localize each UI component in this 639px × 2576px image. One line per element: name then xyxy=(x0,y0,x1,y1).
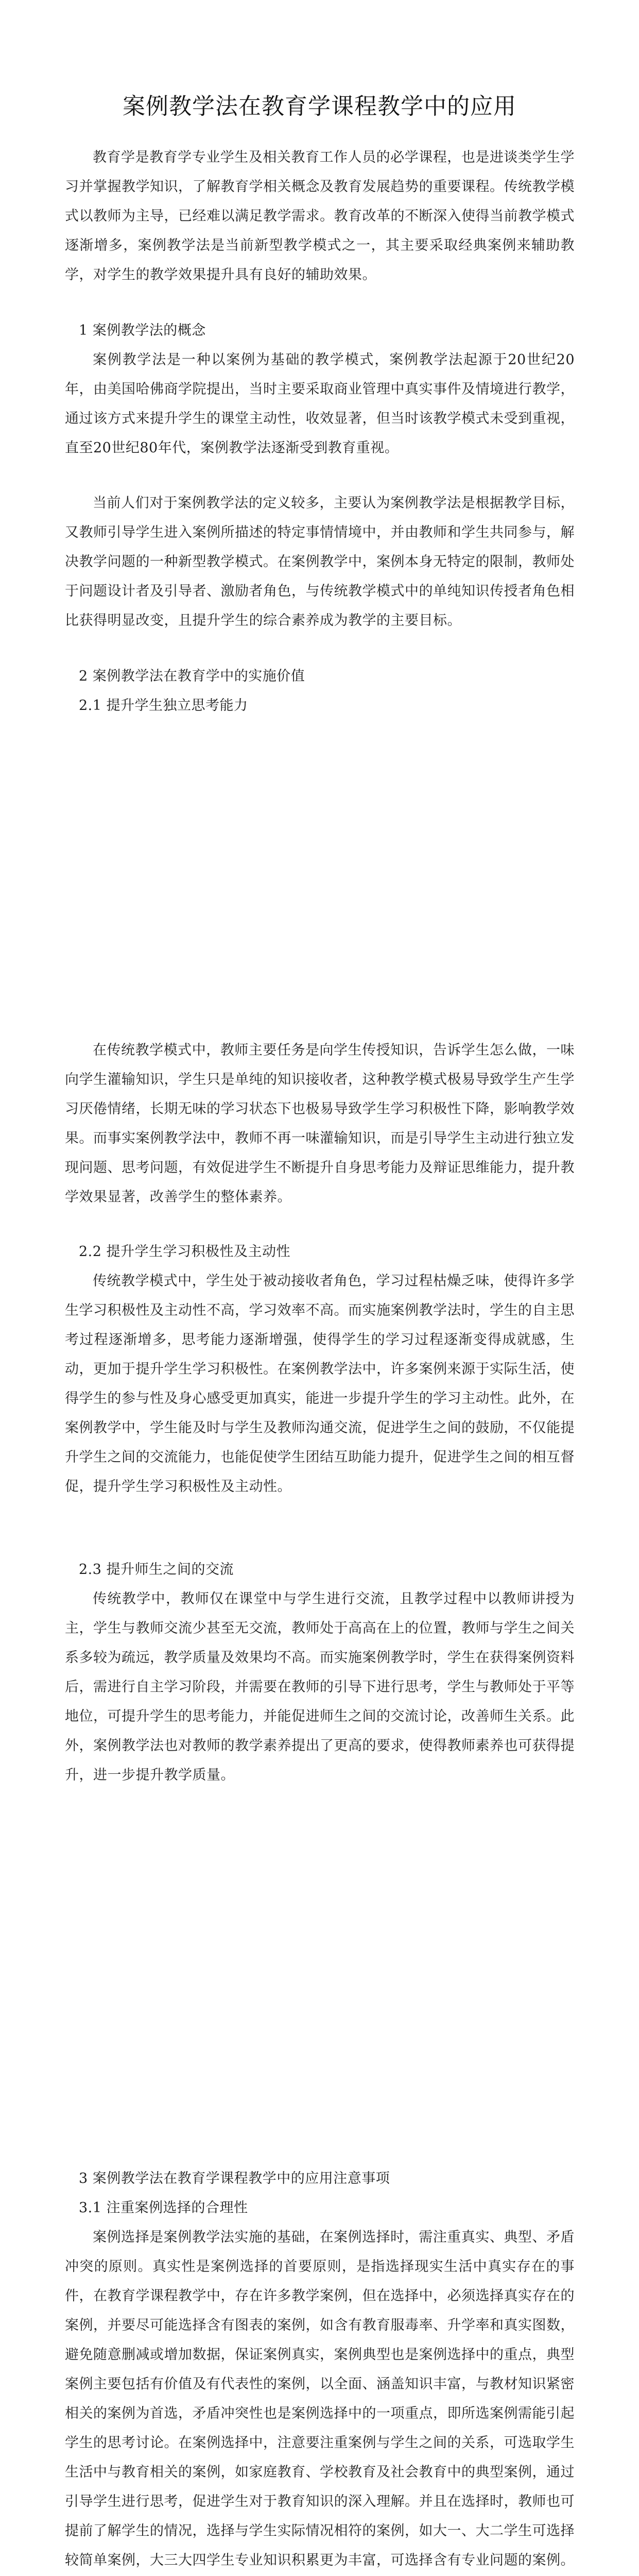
section-3-heading: 3 案例教学法在教育学课程教学中的应用注意事项 xyxy=(79,2171,390,2187)
section-1-paragraph-1: 案例教学法是一种以案例为基础的教学模式，案例教学法起源于20世纪20年，由美国哈佛商学院提出，当时主要采取商业管理中真实事件及情境进行教学，通过该方式来提升学生的课堂主动性，收效显著，但当时该教学模式未受到重视，直至20世纪80年代，案例教学法逐渐受到教育重视。 xyxy=(65,352,575,456)
section-2-1-heading: 2.1 提升学生独立思考能力 xyxy=(79,698,248,714)
section-1-paragraph-2: 当前人们对于案例教学法的定义较多，主要认为案例教学法是根据教学目标，又教师引导学生进入案例所描述的特定事情情境中，并由教师和学生共同参与，解决教学问题的一种新型教学模式。在案例教学中，案例本身无特定的限制，教师处于问题设计者及引导者、激励者角色，与传统教学模式中的单纯知识传授者角色相比获得明显改变，且提升学生的综合素养成为教学的主要目标。 xyxy=(65,495,575,629)
section-2-3-paragraph: 传统教学中，教师仅在课堂中与学生进行交流，且教学过程中以教师讲授为主，学生与教师交流少甚至无交流，教师处于高高在上的位置，教师与学生之间关系多较为疏远，教学质量及效果均不高。而实施案例教学时，学生在获得案例资料后，需进行自主学习阶段，并需要在教师的引导下进行思考，学生与教师处于平等地位，可提升学生的思考能力，并能促进师生之间的交流讨论，改善师生关系。此外，案例教学法也对教师的教学素养提出了更高的要求，使得教师素养也可获得提升，进一步提升教学质量。 xyxy=(65,1591,575,1783)
section-2-2-heading: 2.2 提升学生学习积极性及主动性 xyxy=(79,1244,291,1260)
section-2-1-paragraph: 在传统教学模式中，教师主要任务是向学生传授知识，告诉学生怎么做，一味向学生灌输知识，学生只是单纯的知识接收者，这种教学模式极易导致学生产生学习厌倦情绪，长期无味的学习状态下也极易导致学生学习积极性下降，影响教学效果。而事实案例教学法中，教师不再一味灌输知识，而是引导学生主动进行独立发现问题、思考问题，有效促进学生不断提升自身思考能力及辩证思维能力，提升教学效果显著，改善学生的整体素养。 xyxy=(65,1042,575,1205)
document-title: 案例教学法在教育学课程教学中的应用 xyxy=(123,93,516,120)
section-3-1-paragraph: 案例选择是案例教学法实施的基础，在案例选择时，需注重真实、典型、矛盾冲突的原则。真实性是案例选择的首要原则，是指选择现实生活中真实存在的事件，在教育学课程教学中，存在许多教学案例，但在选择中，必须选择真实存在的案例，并要尽可能选择含有图表的案例，如含有教育服毒率、升学率和真实图数，避免随意删减或增加数据，保证案例真实，案例典型也是案例选择中的重点，典型案例主要包括有价值及有代表性的案例，以全面、涵盖知识丰富，与教材知识紧密相关的案例为首选，矛盾冲突性也是案例选择中的一项重点，即所选案例需能引起学生的思考讨论。在案例选择中，注意要注重案例与学生之间的关系，可选取学生生活中与教育相关的案例，如家庭教育、学校教育及社会教育中的典型案例，通过引导学生进行思考，促进学生对于教育知识的深入理解。并且在选择时，教师也可提前了解学生的情况，选择与学生实际情况相符的案例，如大一、大二学生可选择较简单案例，大三大四学生专业知识积累更为丰富，可选择含有专业问题的案例。 xyxy=(65,2229,575,2568)
section-2-2-paragraph: 传统教学模式中，学生处于被动接收者角色，学习过程枯燥乏味，使得许多学生学习积极性及主动性不高，学习效率不高。而实施案例教学法时，学生的自主思考过程逐渐增多，思考能力逐渐增强，使得学生的学习过程逐渐变得成就感，生动，更加于提升学生学习积极性。在案例教学法中，许多案例来源于实际生活，使得学生的参与性及身心感受更加真实，能进一步提升学生的学习主动性。此外，在案例教学中，学生能及时与学生及教师沟通交流，促进学生之间的鼓励，不仅能提升学生之间的交流能力，也能促使学生团结互助能力提升，促进学生之间的相互督促，提升学生学习积极性及主动性。 xyxy=(65,1273,575,1495)
section-1-heading: 1 案例教学法的概念 xyxy=(79,323,206,338)
intro-paragraph: 教育学是教育学专业学生及相关教育工作人员的必学课程，也是进谈类学生学习并掌握教学知识，了解教育学相关概念及教育发展趋势的重要课程。传统教学模式以教师为主导，已经难以满足教学需求。教育改革的不断深入使得当前教学模式逐渐增多，案例教学法是当前新型教学模式之一，其主要采取经典案例来辅助教学，对学生的教学效果提升具有良好的辅助效果。 xyxy=(65,149,575,283)
section-3-1-heading: 3.1 注重案例选择的合理性 xyxy=(79,2200,248,2216)
section-2-heading: 2 案例教学法在教育学中的实施价值 xyxy=(79,668,305,684)
section-2-3-heading: 2.3 提升师生之间的交流 xyxy=(79,1562,234,1578)
